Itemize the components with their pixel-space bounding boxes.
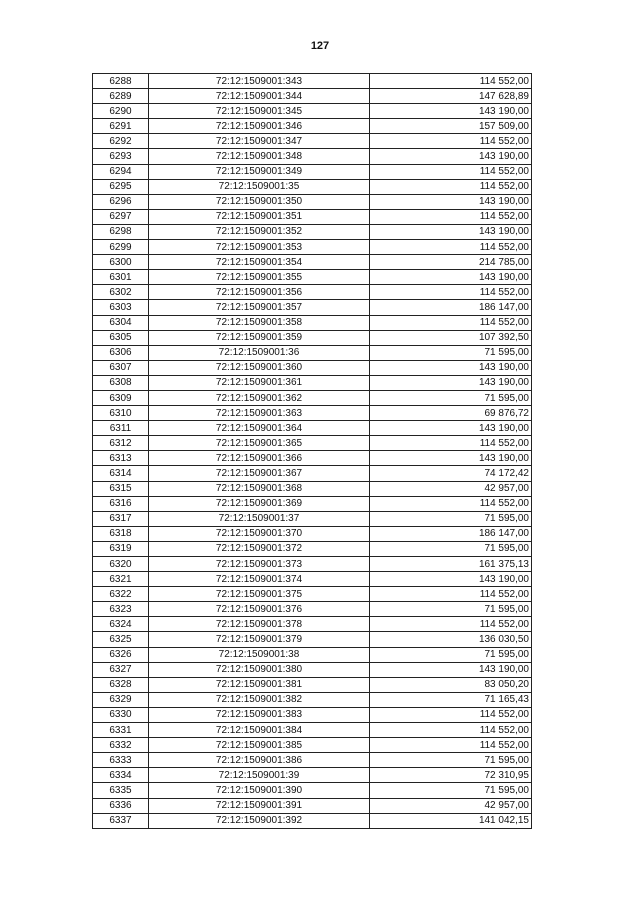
value-cell: 114 552,00: [370, 164, 532, 179]
row-number-cell: 6297: [93, 209, 149, 224]
cadastral-number-cell: 72:12:1509001:391: [149, 798, 370, 813]
row-number-cell: 6330: [93, 707, 149, 722]
cadastral-number-cell: 72:12:1509001:372: [149, 541, 370, 556]
table-row: [93, 768, 532, 783]
table-row: [93, 692, 532, 707]
table-row: [93, 677, 532, 692]
cadastral-number-cell: 72:12:1509001:373: [149, 557, 370, 572]
registry-table: [92, 73, 532, 829]
row-number-cell: 6319: [93, 541, 149, 556]
cadastral-number-cell: 72:12:1509001:364: [149, 421, 370, 436]
cadastral-number-cell: 72:12:1509001:367: [149, 466, 370, 481]
table-row: [93, 224, 532, 239]
value-cell: 71 595,00: [370, 390, 532, 405]
value-cell: 157 509,00: [370, 119, 532, 134]
value-cell: 74 172,42: [370, 466, 532, 481]
value-cell: 114 552,00: [370, 496, 532, 511]
table-row: [93, 89, 532, 104]
cadastral-number-cell: 72:12:1509001:365: [149, 436, 370, 451]
cadastral-number-cell: 72:12:1509001:376: [149, 602, 370, 617]
cadastral-number-cell: 72:12:1509001:344: [149, 89, 370, 104]
cadastral-number-cell: 72:12:1509001:379: [149, 632, 370, 647]
value-cell: 83 050,20: [370, 677, 532, 692]
value-cell: 71 595,00: [370, 783, 532, 798]
value-cell: 107 392,50: [370, 330, 532, 345]
value-cell: 114 552,00: [370, 209, 532, 224]
table-row: [93, 496, 532, 511]
registry-table-body: [93, 74, 532, 829]
table-row: [93, 270, 532, 285]
row-number-cell: 6332: [93, 738, 149, 753]
table-row: [93, 723, 532, 738]
row-number-cell: 6298: [93, 224, 149, 239]
cadastral-number-cell: 72:12:1509001:349: [149, 164, 370, 179]
cadastral-number-cell: 72:12:1509001:352: [149, 224, 370, 239]
row-number-cell: 6309: [93, 390, 149, 405]
value-cell: 141 042,15: [370, 813, 532, 828]
value-cell: 42 957,00: [370, 798, 532, 813]
table-row: [93, 330, 532, 345]
row-number-cell: 6308: [93, 375, 149, 390]
table-row: [93, 753, 532, 768]
table-row: [93, 662, 532, 677]
row-number-cell: 6307: [93, 360, 149, 375]
row-number-cell: 6303: [93, 300, 149, 315]
value-cell: 147 628,89: [370, 89, 532, 104]
row-number-cell: 6323: [93, 602, 149, 617]
row-number-cell: 6302: [93, 285, 149, 300]
table-row: [93, 360, 532, 375]
table-row: [93, 813, 532, 828]
row-number-cell: 6293: [93, 149, 149, 164]
value-cell: 143 190,00: [370, 375, 532, 390]
table-row: [93, 74, 532, 89]
value-cell: 143 190,00: [370, 421, 532, 436]
table-row: [93, 300, 532, 315]
value-cell: 143 190,00: [370, 662, 532, 677]
table-row: [93, 375, 532, 390]
row-number-cell: 6290: [93, 104, 149, 119]
row-number-cell: 6327: [93, 662, 149, 677]
value-cell: 143 190,00: [370, 104, 532, 119]
table-row: [93, 390, 532, 405]
row-number-cell: 6300: [93, 255, 149, 270]
value-cell: 143 190,00: [370, 572, 532, 587]
value-cell: 71 595,00: [370, 647, 532, 662]
table-row: [93, 209, 532, 224]
value-cell: 214 785,00: [370, 255, 532, 270]
value-cell: 114 552,00: [370, 285, 532, 300]
value-cell: 114 552,00: [370, 707, 532, 722]
row-number-cell: 6292: [93, 134, 149, 149]
table-row: [93, 421, 532, 436]
row-number-cell: 6288: [93, 74, 149, 89]
cadastral-number-cell: 72:12:1509001:348: [149, 149, 370, 164]
row-number-cell: 6306: [93, 345, 149, 360]
table-row: [93, 511, 532, 526]
cadastral-number-cell: 72:12:1509001:37: [149, 511, 370, 526]
row-number-cell: 6301: [93, 270, 149, 285]
value-cell: 71 595,00: [370, 345, 532, 360]
row-number-cell: 6324: [93, 617, 149, 632]
cadastral-number-cell: 72:12:1509001:357: [149, 300, 370, 315]
row-number-cell: 6317: [93, 511, 149, 526]
row-number-cell: 6289: [93, 89, 149, 104]
row-number-cell: 6304: [93, 315, 149, 330]
value-cell: 143 190,00: [370, 224, 532, 239]
cadastral-number-cell: 72:12:1509001:368: [149, 481, 370, 496]
value-cell: 114 552,00: [370, 179, 532, 194]
table-row: [93, 451, 532, 466]
row-number-cell: 6336: [93, 798, 149, 813]
row-number-cell: 6295: [93, 179, 149, 194]
table-row: [93, 602, 532, 617]
row-number-cell: 6337: [93, 813, 149, 828]
row-number-cell: 6318: [93, 526, 149, 541]
cadastral-number-cell: 72:12:1509001:366: [149, 451, 370, 466]
row-number-cell: 6296: [93, 194, 149, 209]
cadastral-number-cell: 72:12:1509001:374: [149, 572, 370, 587]
table-row: [93, 738, 532, 753]
table-row: [93, 557, 532, 572]
table-row: [93, 119, 532, 134]
table-row: [93, 164, 532, 179]
cadastral-number-cell: 72:12:1509001:383: [149, 707, 370, 722]
cadastral-number-cell: 72:12:1509001:384: [149, 723, 370, 738]
table-row: [93, 134, 532, 149]
table-row: [93, 587, 532, 602]
row-number-cell: 6311: [93, 421, 149, 436]
table-row: [93, 406, 532, 421]
row-number-cell: 6328: [93, 677, 149, 692]
row-number-cell: 6310: [93, 406, 149, 421]
cadastral-number-cell: 72:12:1509001:351: [149, 209, 370, 224]
value-cell: 114 552,00: [370, 738, 532, 753]
row-number-cell: 6321: [93, 572, 149, 587]
cadastral-number-cell: 72:12:1509001:370: [149, 526, 370, 541]
page-number: 127: [310, 40, 330, 52]
cadastral-number-cell: 72:12:1509001:355: [149, 270, 370, 285]
value-cell: 136 030,50: [370, 632, 532, 647]
cadastral-number-cell: 72:12:1509001:381: [149, 677, 370, 692]
table-row: [93, 149, 532, 164]
value-cell: 114 552,00: [370, 436, 532, 451]
cadastral-number-cell: 72:12:1509001:343: [149, 74, 370, 89]
table-row: [93, 104, 532, 119]
cadastral-number-cell: 72:12:1509001:375: [149, 587, 370, 602]
row-number-cell: 6314: [93, 466, 149, 481]
cadastral-number-cell: 72:12:1509001:386: [149, 753, 370, 768]
row-number-cell: 6316: [93, 496, 149, 511]
value-cell: 143 190,00: [370, 270, 532, 285]
table-row: [93, 632, 532, 647]
table-row: [93, 345, 532, 360]
cadastral-number-cell: 72:12:1509001:363: [149, 406, 370, 421]
cadastral-number-cell: 72:12:1509001:385: [149, 738, 370, 753]
row-number-cell: 6333: [93, 753, 149, 768]
cadastral-number-cell: 72:12:1509001:378: [149, 617, 370, 632]
table-row: [93, 707, 532, 722]
table-row: [93, 179, 532, 194]
row-number-cell: 6331: [93, 723, 149, 738]
cadastral-number-cell: 72:12:1509001:354: [149, 255, 370, 270]
value-cell: 143 190,00: [370, 451, 532, 466]
value-cell: 114 552,00: [370, 587, 532, 602]
cadastral-number-cell: 72:12:1509001:359: [149, 330, 370, 345]
row-number-cell: 6334: [93, 768, 149, 783]
row-number-cell: 6320: [93, 557, 149, 572]
row-number-cell: 6335: [93, 783, 149, 798]
table-row: [93, 783, 532, 798]
value-cell: 114 552,00: [370, 723, 532, 738]
cadastral-number-cell: 72:12:1509001:392: [149, 813, 370, 828]
value-cell: 161 375,13: [370, 557, 532, 572]
value-cell: 71 165,43: [370, 692, 532, 707]
value-cell: 186 147,00: [370, 300, 532, 315]
cadastral-number-cell: 72:12:1509001:369: [149, 496, 370, 511]
value-cell: 72 310,95: [370, 768, 532, 783]
value-cell: 71 595,00: [370, 511, 532, 526]
value-cell: 114 552,00: [370, 240, 532, 255]
value-cell: 143 190,00: [370, 360, 532, 375]
value-cell: 114 552,00: [370, 74, 532, 89]
value-cell: 69 876,72: [370, 406, 532, 421]
cadastral-number-cell: 72:12:1509001:345: [149, 104, 370, 119]
row-number-cell: 6299: [93, 240, 149, 255]
cadastral-number-cell: 72:12:1509001:358: [149, 315, 370, 330]
table-row: [93, 285, 532, 300]
cadastral-number-cell: 72:12:1509001:39: [149, 768, 370, 783]
cadastral-number-cell: 72:12:1509001:38: [149, 647, 370, 662]
cadastral-number-cell: 72:12:1509001:350: [149, 194, 370, 209]
value-cell: 71 595,00: [370, 753, 532, 768]
value-cell: 71 595,00: [370, 541, 532, 556]
table-row: [93, 647, 532, 662]
cadastral-number-cell: 72:12:1509001:35: [149, 179, 370, 194]
cadastral-number-cell: 72:12:1509001:346: [149, 119, 370, 134]
table-row: [93, 194, 532, 209]
value-cell: 114 552,00: [370, 617, 532, 632]
row-number-cell: 6294: [93, 164, 149, 179]
row-number-cell: 6326: [93, 647, 149, 662]
value-cell: 71 595,00: [370, 602, 532, 617]
table-row: [93, 240, 532, 255]
row-number-cell: 6315: [93, 481, 149, 496]
cadastral-number-cell: 72:12:1509001:356: [149, 285, 370, 300]
cadastral-number-cell: 72:12:1509001:390: [149, 783, 370, 798]
cadastral-number-cell: 72:12:1509001:380: [149, 662, 370, 677]
value-cell: 114 552,00: [370, 315, 532, 330]
table-row: [93, 315, 532, 330]
row-number-cell: 6312: [93, 436, 149, 451]
row-number-cell: 6322: [93, 587, 149, 602]
row-number-cell: 6329: [93, 692, 149, 707]
table-row: [93, 798, 532, 813]
value-cell: 42 957,00: [370, 481, 532, 496]
table-row: [93, 541, 532, 556]
cadastral-number-cell: 72:12:1509001:382: [149, 692, 370, 707]
table-row: [93, 481, 532, 496]
row-number-cell: 6325: [93, 632, 149, 647]
cadastral-number-cell: 72:12:1509001:347: [149, 134, 370, 149]
value-cell: 186 147,00: [370, 526, 532, 541]
value-cell: 143 190,00: [370, 149, 532, 164]
cadastral-number-cell: 72:12:1509001:353: [149, 240, 370, 255]
table-row: [93, 572, 532, 587]
value-cell: 143 190,00: [370, 194, 532, 209]
table-row: [93, 436, 532, 451]
table-row: [93, 255, 532, 270]
row-number-cell: 6291: [93, 119, 149, 134]
cadastral-number-cell: 72:12:1509001:36: [149, 345, 370, 360]
cadastral-number-cell: 72:12:1509001:361: [149, 375, 370, 390]
table-row: [93, 526, 532, 541]
row-number-cell: 6305: [93, 330, 149, 345]
cadastral-number-cell: 72:12:1509001:360: [149, 360, 370, 375]
row-number-cell: 6313: [93, 451, 149, 466]
table-row: [93, 617, 532, 632]
cadastral-number-cell: 72:12:1509001:362: [149, 390, 370, 405]
value-cell: 114 552,00: [370, 134, 532, 149]
table-row: [93, 466, 532, 481]
